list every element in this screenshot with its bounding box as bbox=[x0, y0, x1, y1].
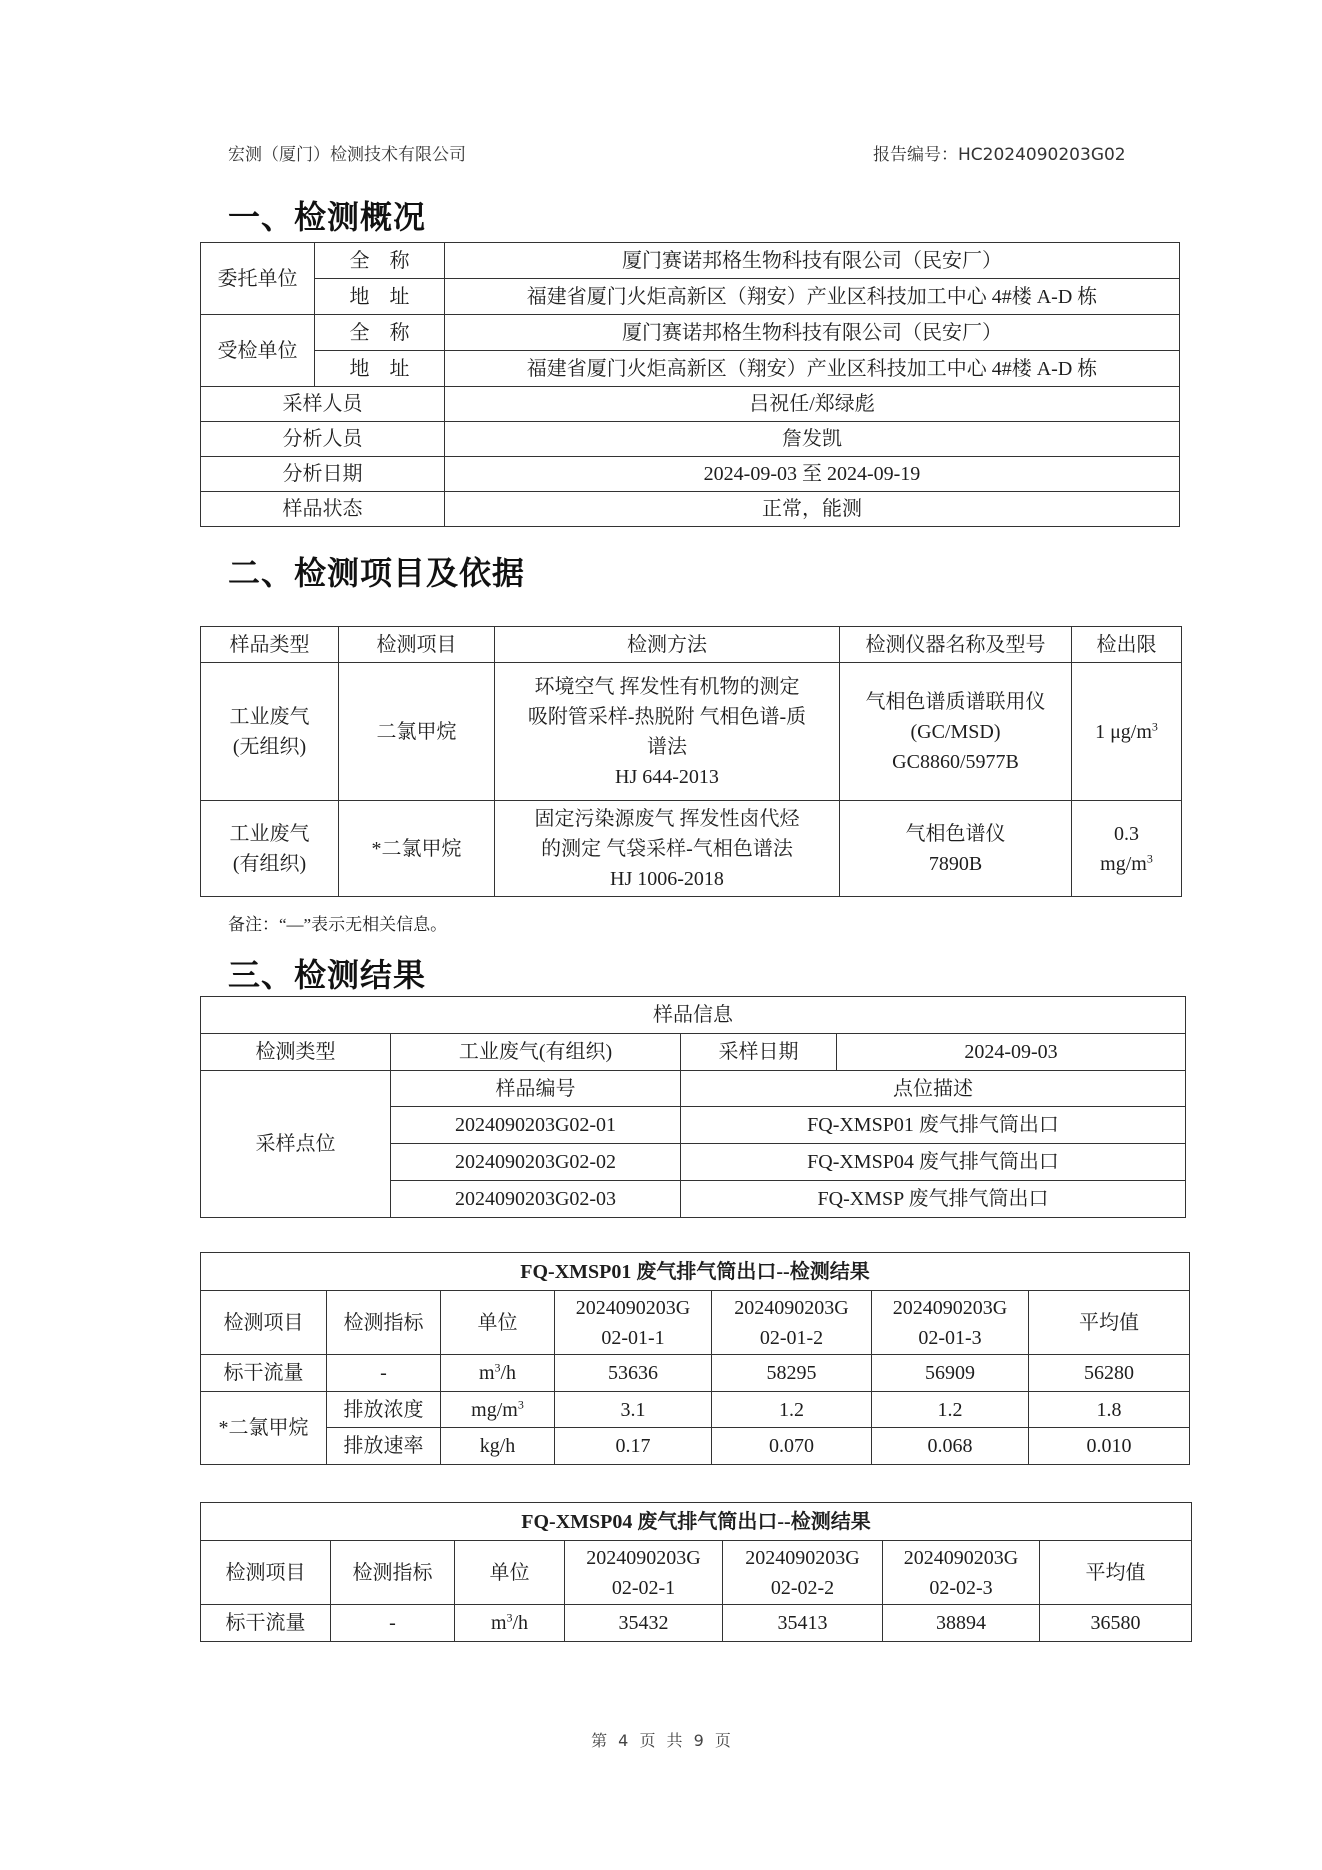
sample-id-header: 样品编号 bbox=[391, 1071, 681, 1107]
rate-v2: 0.070 bbox=[712, 1428, 872, 1465]
rate-unit: kg/h bbox=[441, 1428, 555, 1465]
flow-avg: 36580 bbox=[1040, 1605, 1192, 1642]
test-method: 固定污染源废气 挥发性卤代烃 的测定 气袋采样-气相色谱法 HJ 1006-2018 bbox=[495, 801, 840, 897]
client-label: 委托单位 bbox=[201, 243, 315, 315]
section2-title: 二、检测项目及依据 bbox=[228, 554, 526, 592]
section3-title: 三、检测结果 bbox=[228, 956, 427, 994]
rate-v1: 0.17 bbox=[555, 1428, 712, 1465]
detection-limit: 0.3 $mg/m^3$ bbox=[1072, 801, 1182, 897]
conc-index: 排放浓度 bbox=[327, 1392, 441, 1428]
point-desc-header: 点位描述 bbox=[681, 1071, 1186, 1107]
sampler-label: 采样人员 bbox=[201, 387, 445, 422]
test-type-label: 检测类型 bbox=[201, 1034, 391, 1071]
conc-v3: 1.2 bbox=[872, 1392, 1029, 1428]
flow-v3: 38894 bbox=[883, 1605, 1040, 1642]
header-item: 检测项目 bbox=[201, 1291, 327, 1355]
sampling-date-label: 采样日期 bbox=[681, 1034, 837, 1071]
analysis-date-value: 2024-09-03 至 2024-09-19 bbox=[445, 457, 1180, 492]
report-number-value: HC2024090203G02 bbox=[958, 145, 1126, 165]
table-row bbox=[201, 1605, 1192, 1642]
instrument: 气相色谱质谱联用仪 (GC/MSD) GC8860/5977B bbox=[840, 663, 1072, 801]
header-unit: 单位 bbox=[441, 1291, 555, 1355]
section1-title: 一、检测概况 bbox=[228, 198, 427, 236]
sample-type: 工业废气 (无组织) bbox=[201, 663, 339, 801]
point-desc: FQ-XMSP04 废气排气筒出口 bbox=[681, 1144, 1186, 1181]
header-index: 检测指标 bbox=[331, 1541, 455, 1605]
instrument: 气相色谱仪 7890B bbox=[840, 801, 1072, 897]
flow-item: 标干流量 bbox=[201, 1355, 327, 1392]
sample-id: 2024090203G02-01 bbox=[391, 1107, 681, 1144]
table-row bbox=[201, 1428, 1190, 1465]
flow-index: - bbox=[331, 1605, 455, 1642]
flow-item: 标干流量 bbox=[201, 1605, 331, 1642]
overview-table bbox=[200, 242, 1180, 527]
result2-title: FQ-XMSP04 废气排气筒出口--检测结果 bbox=[201, 1503, 1192, 1541]
header-unit: 单位 bbox=[455, 1541, 565, 1605]
inspected-label: 受检单位 bbox=[201, 315, 315, 387]
rate-v3: 0.068 bbox=[872, 1428, 1029, 1465]
sampler-value: 吕祝任/郑绿彪 bbox=[445, 387, 1180, 422]
flow-v1: 35432 bbox=[565, 1605, 723, 1642]
test-item: 二氯甲烷 bbox=[339, 663, 495, 801]
inspected-addr-label: 地 址 bbox=[315, 351, 445, 387]
method-table bbox=[200, 626, 1182, 897]
table-row bbox=[201, 801, 1182, 897]
page-number: 第 4 页 共 9 页 bbox=[591, 1731, 731, 1750]
report-number bbox=[873, 140, 1126, 165]
header-average: 平均值 bbox=[1040, 1541, 1192, 1605]
result1-title: FQ-XMSP01 废气排气筒出口--检测结果 bbox=[201, 1253, 1190, 1291]
company-name: 宏测（厦门）检测技术有限公司 bbox=[228, 145, 466, 165]
inspected-name: 厦门赛诺邦格生物科技有限公司（民安厂） bbox=[445, 315, 1180, 351]
flow-unit: $m^3/h$ bbox=[441, 1355, 555, 1392]
sample-id: 2024090203G02-03 bbox=[391, 1181, 681, 1218]
table-row bbox=[201, 663, 1182, 801]
test-type-value: 工业废气(有组织) bbox=[391, 1034, 681, 1071]
header-detection-limit: 检出限 bbox=[1072, 627, 1182, 663]
flow-unit: $m^3/h$ bbox=[455, 1605, 565, 1642]
flow-avg: 56280 bbox=[1029, 1355, 1190, 1392]
header-average: 平均值 bbox=[1029, 1291, 1190, 1355]
header-sample-3: 2024090203G 02-01-3 bbox=[872, 1291, 1029, 1355]
report-number-label: 报告编号： bbox=[873, 145, 958, 165]
header-item: 检测项目 bbox=[201, 1541, 331, 1605]
result-table-xmsp01 bbox=[200, 1252, 1190, 1465]
flow-v2: 35413 bbox=[723, 1605, 883, 1642]
test-method: 环境空气 挥发性有机物的测定 吸附管采样-热脱附 气相色谱-质 谱法 HJ 644-2013 bbox=[495, 663, 840, 801]
inspected-name-label: 全 称 bbox=[315, 315, 445, 351]
rate-avg: 0.010 bbox=[1029, 1428, 1190, 1465]
sample-info-table bbox=[200, 996, 1186, 1218]
header-instrument: 检测仪器名称及型号 bbox=[840, 627, 1072, 663]
header-sample-2: 2024090203G 02-02-2 bbox=[723, 1541, 883, 1605]
result-table-xmsp04 bbox=[200, 1502, 1192, 1642]
point-desc: FQ-XMSP01 废气排气筒出口 bbox=[681, 1107, 1186, 1144]
conc-unit: $mg/m^3$ bbox=[441, 1392, 555, 1428]
sample-state-value: 正常，能测 bbox=[445, 492, 1180, 527]
table-note: 备注：“—”表示无相关信息。 bbox=[228, 915, 448, 934]
sample-type: 工业废气 (有组织) bbox=[201, 801, 339, 897]
conc-avg: 1.8 bbox=[1029, 1392, 1190, 1428]
header-test-method: 检测方法 bbox=[495, 627, 840, 663]
flow-v3: 56909 bbox=[872, 1355, 1029, 1392]
client-name: 厦门赛诺邦格生物科技有限公司（民安厂） bbox=[445, 243, 1180, 279]
header-test-item: 检测项目 bbox=[339, 627, 495, 663]
header-sample-1: 2024090203G 02-02-1 bbox=[565, 1541, 723, 1605]
analyst-value: 詹发凯 bbox=[445, 422, 1180, 457]
sampling-date-value: 2024-09-03 bbox=[837, 1034, 1186, 1071]
conc-v2: 1.2 bbox=[712, 1392, 872, 1428]
flow-v2: 58295 bbox=[712, 1355, 872, 1392]
flow-v1: 53636 bbox=[555, 1355, 712, 1392]
sampling-point-label: 采样点位 bbox=[201, 1071, 391, 1218]
header-sample-type: 样品类型 bbox=[201, 627, 339, 663]
client-name-label: 全 称 bbox=[315, 243, 445, 279]
sample-state-label: 样品状态 bbox=[201, 492, 445, 527]
conc-v1: 3.1 bbox=[555, 1392, 712, 1428]
header-sample-1: 2024090203G 02-01-1 bbox=[555, 1291, 712, 1355]
table-row bbox=[201, 1392, 1190, 1428]
client-addr-label: 地 址 bbox=[315, 279, 445, 315]
point-desc: FQ-XMSP 废气排气筒出口 bbox=[681, 1181, 1186, 1218]
rate-index: 排放速率 bbox=[327, 1428, 441, 1465]
sample-id: 2024090203G02-02 bbox=[391, 1144, 681, 1181]
test-item: *二氯甲烷 bbox=[339, 801, 495, 897]
analyst-label: 分析人员 bbox=[201, 422, 445, 457]
inspected-addr: 福建省厦门火炬高新区（翔安）产业区科技加工中心 4#楼 A-D 栋 bbox=[445, 351, 1180, 387]
dcm-item: *二氯甲烷 bbox=[201, 1392, 327, 1465]
detection-limit: 1 $\mu g/m^3$ bbox=[1072, 663, 1182, 801]
header-index: 检测指标 bbox=[327, 1291, 441, 1355]
client-addr: 福建省厦门火炬高新区（翔安）产业区科技加工中心 4#楼 A-D 栋 bbox=[445, 279, 1180, 315]
sample-info-title: 样品信息 bbox=[201, 997, 1186, 1034]
header-sample-3: 2024090203G 02-02-3 bbox=[883, 1541, 1040, 1605]
flow-index: - bbox=[327, 1355, 441, 1392]
header-sample-2: 2024090203G 02-01-2 bbox=[712, 1291, 872, 1355]
analysis-date-label: 分析日期 bbox=[201, 457, 445, 492]
table-row bbox=[201, 1355, 1190, 1392]
